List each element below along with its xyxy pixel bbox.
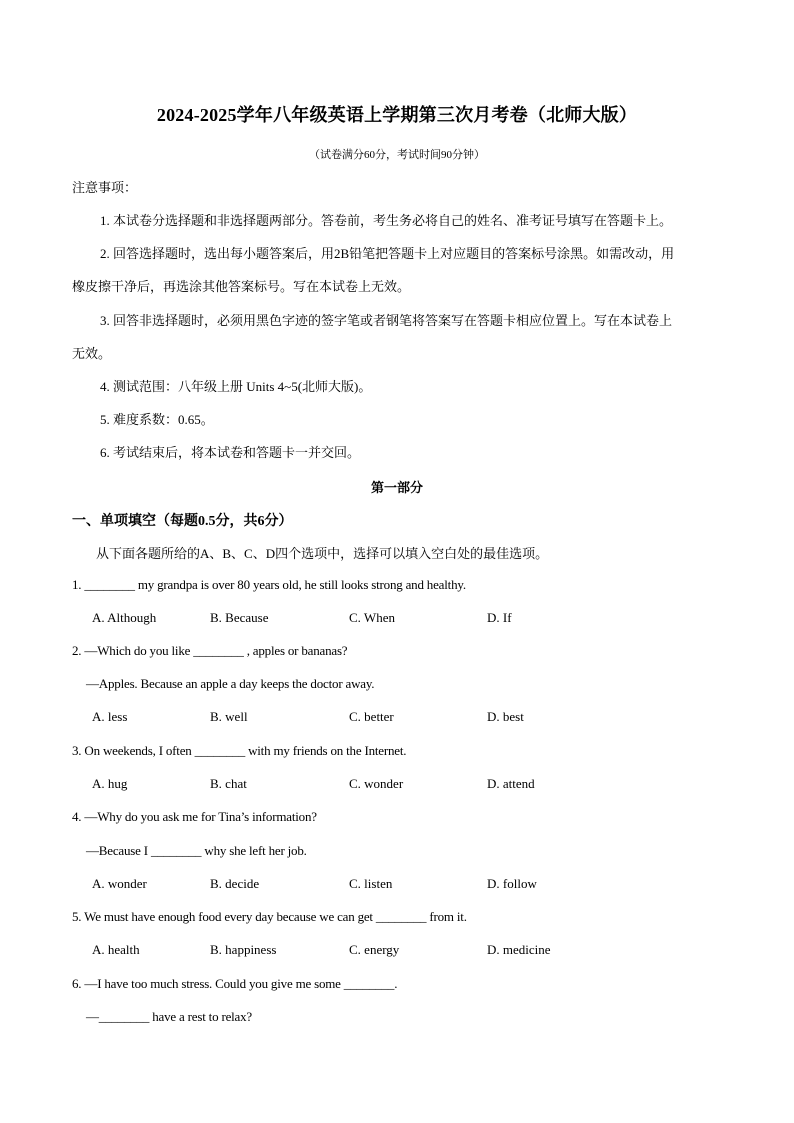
question-stem: 4. —Why do you ask me for Tina’s information? [72,809,317,824]
part-heading: 第一部分 [370,480,423,495]
note-item: 6. 考试结束后，将本试卷和答题卡一并交回。 [100,445,361,460]
question-options [92,776,612,795]
option-c: C. listen [349,876,393,891]
question-stem: 1. ________ my grandpa is over 80 years old, he still looks strong and healthy. [72,577,466,592]
exam-subtitle: （试卷满分60分，考试时间90分钟） [309,149,485,161]
note-item: 4. 测试范围：八年级上册 Units 4~5(北师大版)。 [100,379,372,394]
option-a: A. wonder [92,876,147,891]
note-item-continued: 无效。 [72,346,112,361]
option-b: B. well [210,709,248,724]
exam-title: 2024-2025学年八年级英语上学期第三次月考卷（北师大版） [156,105,638,125]
option-d: D. best [487,709,524,724]
question-options [92,876,612,895]
option-b: B. decide [210,876,260,891]
question-dialogue-line: —Apples. Because an apple a day keeps the doctor away. [86,676,375,691]
option-a: A. health [92,942,140,957]
option-b: B. Because [210,610,269,625]
option-c: C. When [349,610,395,625]
section-heading: 一、单项填空（每题0.5分，共6分） [72,514,293,529]
option-c: C. energy [349,942,400,957]
option-b: B. chat [210,776,247,791]
question-stem: 6. —I have too much stress. Could you give me some ________. [72,976,398,991]
question-dialogue-line: —Because I ________ why she left her job. [86,843,307,858]
option-c: C. better [349,709,394,724]
question-options [92,610,612,629]
question-options [92,709,612,728]
question-dialogue-line: —________ have a rest to relax? [86,1009,252,1024]
note-item: 2. 回答选择题时，选出每小题答案后，用2B铅笔把答题卡上对应题目的答案标号涂黑。如需改动，用 [100,246,675,261]
notes-heading: 注意事项： [72,180,138,195]
option-a: A. less [92,709,128,724]
option-b: B. happiness [210,942,277,957]
option-d: D. medicine [487,942,551,957]
note-item-continued: 橡皮擦干净后，再选涂其他答案标号。写在本试卷上无效。 [72,279,411,294]
question-stem: 3. On weekends, I often ________ with my friends on the Internet. [72,743,407,758]
question-stem: 5. We must have enough food every day because we can get ________ from it. [72,909,467,924]
option-a: A. hug [92,776,128,791]
note-item: 5. 难度系数：0.65。 [100,412,214,427]
question-stem: 2. —Which do you like ________ , apples or bananas? [72,643,348,658]
option-c: C. wonder [349,776,404,791]
note-item: 3. 回答非选择题时，必须用黑色字迹的签字笔或者钢笔将答案写在答题卡相应位置上。写在本试卷上 [100,313,673,328]
option-d: D. follow [487,876,537,891]
option-d: D. attend [487,776,535,791]
option-d: D. If [487,610,512,625]
option-a: A. Although [92,610,157,625]
section-instruction: 从下面各题所给的A、B、C、D四个选项中，选择可以填入空白处的最佳选项。 [96,546,549,561]
note-item: 1. 本试卷分选择题和非选择题两部分。答卷前，考生务必将自己的姓名、准考证号填写在答题卡上。 [100,213,673,228]
question-options [92,942,612,961]
